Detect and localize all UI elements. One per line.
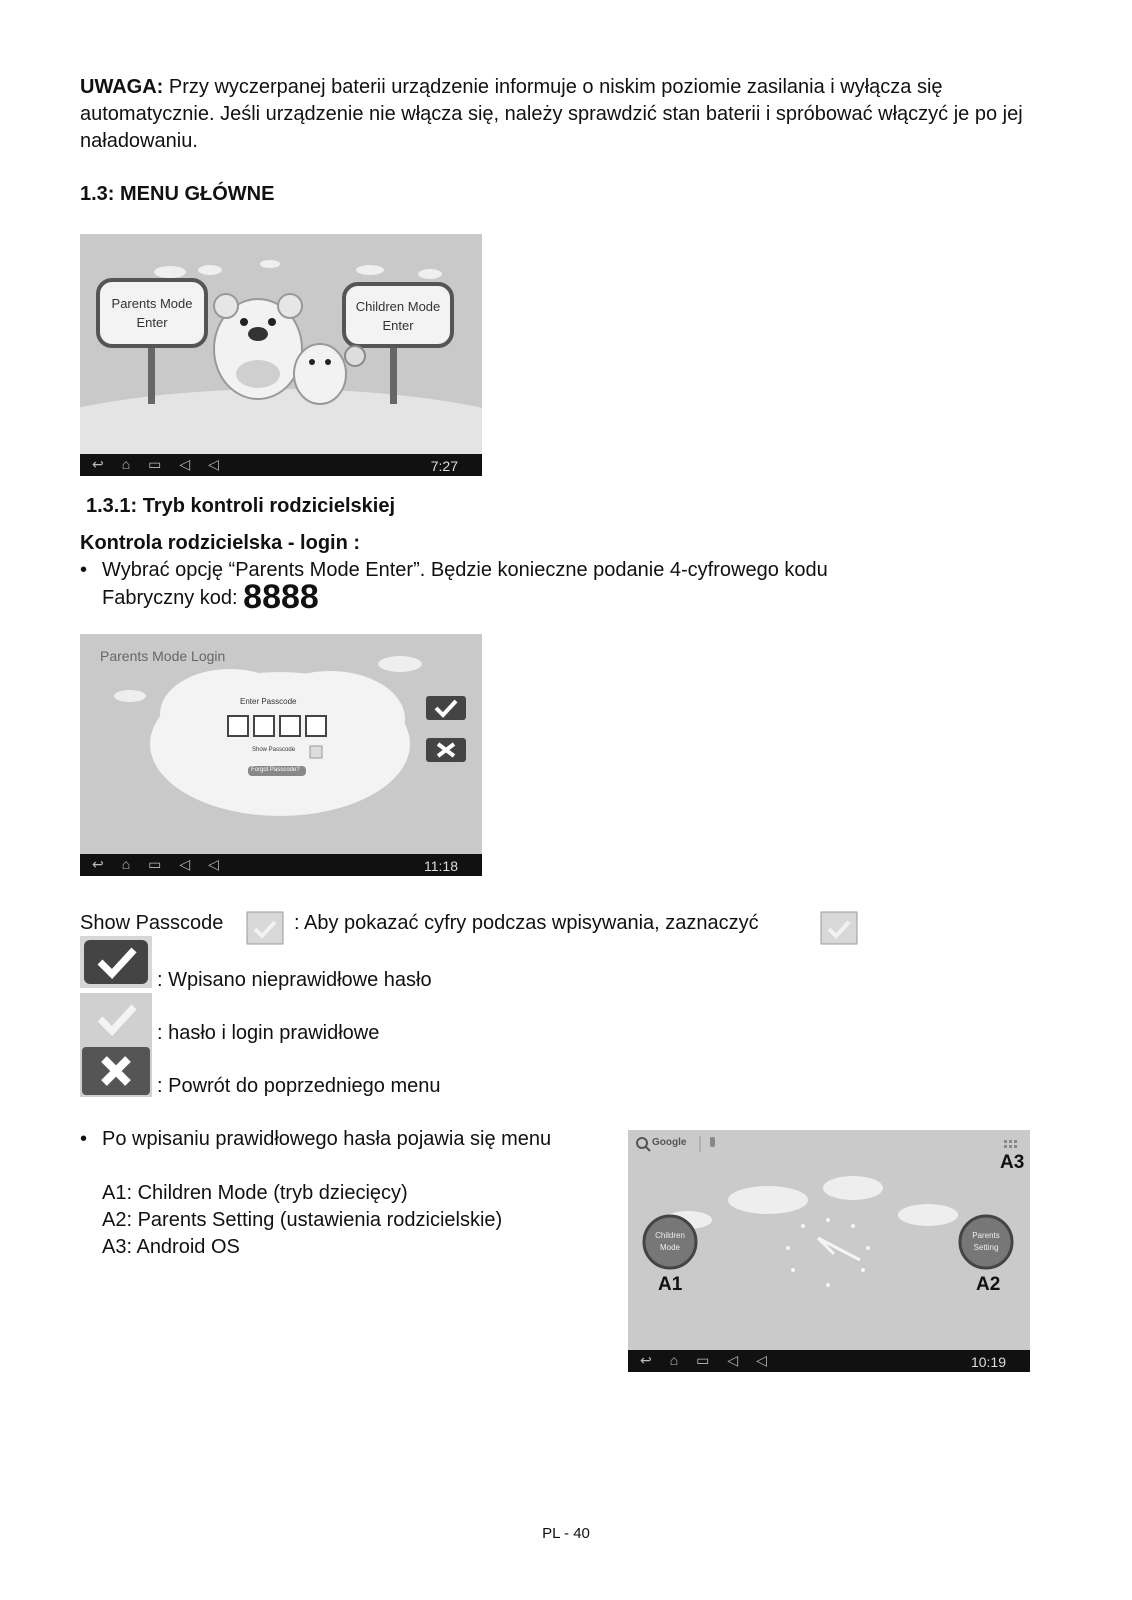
forgot-passcode-link[interactable]: Forgot Passcode? xyxy=(251,767,300,773)
show-passcode-row xyxy=(80,910,223,937)
login-illustration xyxy=(80,634,482,876)
label-a2: A2 xyxy=(976,1274,1001,1295)
note-paragraph xyxy=(80,74,1040,155)
children-mode-button[interactable]: Children Mode xyxy=(655,1231,685,1252)
light-check-desc: : hasło i login prawidłowe xyxy=(157,1022,380,1044)
note-label: UWAGA: xyxy=(80,76,164,98)
bullet-1-line1: Wybrać opcję “Parents Mode Enter”. Będzie konieczne podanie 4-cyfrowego kodu xyxy=(102,559,828,581)
dark-check-desc: : Wpisano nieprawidłowe hasło xyxy=(157,969,432,991)
main-menu-illustration xyxy=(80,234,482,476)
home-menu-screenshot xyxy=(628,1130,1030,1372)
show-passcode-term: Show Passcode xyxy=(80,912,224,934)
clock: 11:18 xyxy=(424,858,458,874)
login-title: Parents Mode Login xyxy=(100,648,226,664)
nav-icons: ↩⌂▭◁◁ xyxy=(92,856,237,872)
list-item: A1: Children Mode (tryb dziecięcy) xyxy=(102,1182,408,1204)
enter-passcode-label: Enter Passcode xyxy=(240,697,297,706)
checkbox-unchecked-icon xyxy=(246,911,284,945)
left-sign-text[interactable]: Parents Mode Enter xyxy=(111,296,193,330)
checkbox-checked-icon xyxy=(820,911,858,945)
label-a3: A3 xyxy=(1000,1152,1025,1173)
bullet-dot: • xyxy=(80,1128,88,1150)
login-screenshot xyxy=(80,634,482,876)
factory-code: 8888 xyxy=(243,578,319,616)
clock: 10:19 xyxy=(970,1354,1006,1370)
light-check-icon xyxy=(80,993,152,1045)
dark-check-icon xyxy=(80,936,152,988)
login-heading: Kontrola rodzicielska - login : xyxy=(80,532,361,554)
android-nav-bar xyxy=(80,454,482,476)
bullet-dot: • xyxy=(80,559,88,581)
subsection-title: 1.3.1: Tryb kontroli rodzicielskiej xyxy=(86,495,395,517)
show-passcode-label: Show Passcode xyxy=(252,747,296,753)
label-a1: A1 xyxy=(658,1274,683,1295)
menu-items-list xyxy=(102,1180,502,1261)
cross-desc: : Powrót do poprzedniego menu xyxy=(157,1075,441,1097)
cross-icon xyxy=(80,1045,152,1097)
bullet-1 xyxy=(80,557,1060,584)
show-passcode-desc: : Aby pokazać cyfry podczas wpisywania, zaznaczyć xyxy=(294,912,759,934)
parents-setting-button[interactable]: Parents Setting xyxy=(972,1231,1000,1252)
android-nav-bar xyxy=(80,854,482,876)
note-text: Przy wyczerpanej baterii urządzenie informuje o niskim poziomie zasilania i wyłącza się automatycznie. Jeśli urządzenie nie włącza się, należy sprawdzić stan baterii i spróbować włączyć je po jej naładowaniu. xyxy=(80,76,1023,152)
android-nav-bar xyxy=(628,1350,1030,1372)
list-item: A3: Android OS xyxy=(102,1236,240,1258)
page-number: PL - 40 xyxy=(542,1525,590,1542)
factory-code-label: Fabryczny kod: xyxy=(102,587,244,609)
bullet-2-text: Po wpisaniu prawidłowego hasła pojawia się menu xyxy=(102,1128,552,1150)
bullet-2 xyxy=(80,1126,620,1153)
nav-icons: ↩⌂▭◁◁ xyxy=(640,1352,785,1368)
list-item: A2: Parents Setting (ustawienia rodzicielskie) xyxy=(102,1209,503,1231)
google-search-label[interactable]: Google xyxy=(652,1137,687,1148)
bullet-1-line2 xyxy=(102,578,319,616)
right-sign-text[interactable]: Children Mode Enter xyxy=(355,299,441,333)
section-title: 1.3: MENU GŁÓWNE xyxy=(80,183,275,205)
clock: 7:27 xyxy=(430,458,458,474)
nav-icons: ↩⌂▭◁◁ xyxy=(92,456,237,472)
main-menu-screenshot xyxy=(80,234,482,476)
